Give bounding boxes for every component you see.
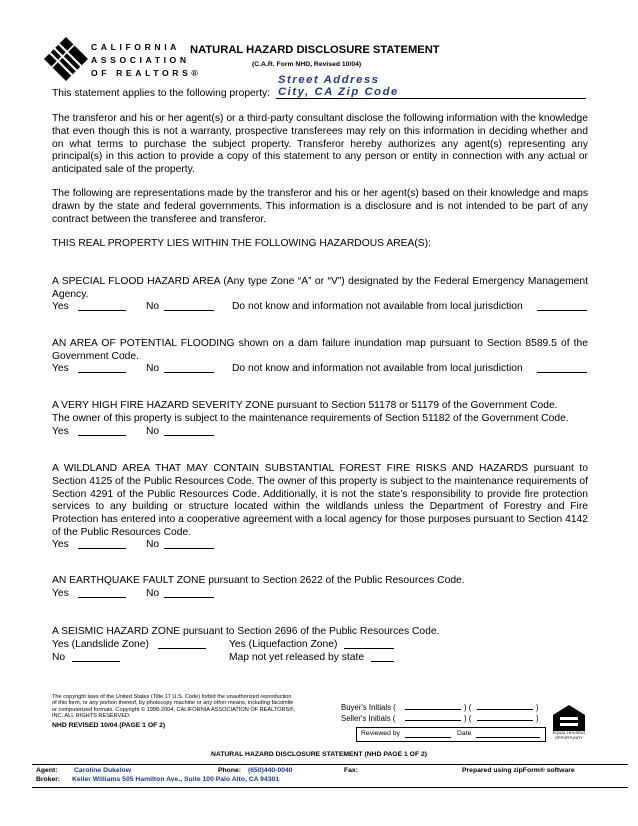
seismic-no-blank[interactable] [72,652,120,662]
earthquake-no-label: No [146,588,160,599]
earthquake-yes-label: Yes [52,588,69,599]
seismic-map-label: Map not yet released by state [229,652,365,663]
car-logo-icon [44,37,88,81]
wildland-no-label: No [146,539,160,550]
sellers-initials-blank-2[interactable] [477,713,533,721]
city-zip-field[interactable]: City, CA Zip Code [278,86,399,98]
agent-info-box [32,764,628,788]
disclosure-paragraph-2: The following are representations made by the transferor and his or her agent(s) based on their knowledge and maps drawn by the state and federal governments. This information is a disclosure and is not intended to be part of any contract between the transferee and transferor. [52,188,588,225]
wildland-text: A WILDLAND AREA THAT MAY CONTAIN SUBSTANTIAL FOREST FIRE RISKS AND HAZARDS pursuant to Section 4125 of the Public Resources Code. The owner of this property is subject to the maintenance requirements of Section 4291 of the Public Resources Code. Additionally, it is not the state’s responsibility to provide fire protection services to any building or structure located within the wildlands unless the Department of Forestry and Fire Protection has entered into a cooperative agreement with a local agency for those purposes pursuant to Section 4142 of the Public Resources Code. [52,463,588,538]
copyright-notice: The copyright laws of the United States (Title 17 U.S. Code) forbid the unauthorized reproduction of this form, or any portion thereof, by photocopy machine or any other means, including facsimile or computerized formats. Copyright © 1998-2004, CALIFORNIA ASSOCIATION OF REALTORS®, INC. ALL RIGHTS RESERVED. [52,694,295,720]
agent-phone: (650)440-0040 [248,767,293,774]
buyers-initials-close: ) [536,703,539,712]
reviewed-by-blank[interactable] [405,729,451,738]
sellers-initials-label: Seller's Initials ( [341,714,396,723]
seismic-liquefaction-blank[interactable] [344,639,394,649]
dam-dont-know-label: Do not know and information not available from local jurisdiction [232,363,523,374]
seismic-map-blank[interactable] [371,652,394,662]
dam-dont-know-blank[interactable] [537,363,587,373]
seismic-no-label: No [52,652,66,663]
footer-page-title: NATURAL HAZARD DISCLOSURE STATEMENT (NHD PAGE 1 OF 2) [210,751,428,758]
org-name-line3: OF REALTORS® [91,68,202,78]
disclosure-paragraph-1: The transferor and his or her agent(s) or a third-party consultant disclose the following information with the knowledge that even though this is not a warranty, prospective transferees may rely on this information in deciding whether and on what terms to purchase the subject property. Transferor hereby authorizes any agent(s) representing any principal(s) in this action to provide a copy of this statement to any person or entity in connection with any actual or anticipated sale of the property. [52,113,588,176]
form-revision: NHD REVISED 10/04 (PAGE 1 OF 2) [52,722,166,729]
form-subtitle: (C.A.R. Form NHD, Revised 10/04) [252,61,362,68]
phone-label: Phone: [218,767,242,774]
seismic-liquefaction-label: Yes (Liquefaction Zone) [229,639,338,650]
fire-yes-label: Yes [52,426,69,437]
dam-no-blank[interactable] [164,363,214,373]
flood-dont-know-blank[interactable] [537,301,587,311]
flood-no-blank[interactable] [164,301,214,311]
sellers-initials-close: ) [536,714,539,723]
dam-yes-label: Yes [52,363,69,374]
fire-yes-blank[interactable] [78,426,126,436]
buyers-initials-sep: ) ( [464,703,472,712]
org-name-line2: ASSOCIATION [91,55,190,65]
property-label: This statement applies to the following property: [52,88,271,99]
form-title: NATURAL HAZARD DISCLOSURE STATEMENT [190,44,440,56]
date-label: Date [457,730,472,737]
hazard-areas-heading: THIS REAL PROPERTY LIES WITHIN THE FOLLOWING HAZARDOUS AREA(S): [52,238,431,249]
earthquake-yes-blank[interactable] [78,588,126,598]
flood-yes-blank[interactable] [78,301,126,311]
buyers-initials-blank-2[interactable] [477,702,533,710]
buyers-initials-label: Buyer's Initials ( [341,703,396,712]
flood-no-label: No [146,301,160,312]
fire-no-label: No [146,426,160,437]
buyers-initials-blank-1[interactable] [405,702,461,710]
reviewed-by-label: Reviewed by [361,730,400,737]
flood-zone-text: A SPECIAL FLOOD HAZARD AREA (Any type Zone “A” or “V”) designated by the Federal Emergency Management Agency. [52,276,588,300]
broker-label: Broker: [36,776,61,783]
org-name-line1: CALIFORNIA [91,42,180,52]
dam-no-label: No [146,363,160,374]
earthquake-no-blank[interactable] [164,588,214,598]
date-blank[interactable] [476,729,540,738]
earthquake-zone-text: AN EARTHQUAKE FAULT ZONE pursuant to Section 2622 of the Public Resources Code. [52,575,465,586]
fire-zone-text-line2: The owner of this property is subject to the maintenance requirements of Section 51182 of the Government Code. [52,413,569,424]
prepared-using-text: Prepared using zipForm® software [462,767,575,774]
reviewed-by-box [356,727,546,742]
fire-no-blank[interactable] [164,426,214,436]
dam-flooding-text: AN AREA OF POTENTIAL FLOODING shown on a dam failure inundation map pursuant to Section 8589.5 of the Government Code. [52,338,588,362]
flood-yes-label: Yes [52,301,69,312]
seismic-zone-text: A SEISMIC HAZARD ZONE pursuant to Section 2696 of the Public Resources Code. [52,626,440,637]
flood-dont-know-label: Do not know and information not available from local jurisdiction [232,301,523,312]
property-underline [276,98,586,99]
dam-yes-blank[interactable] [78,363,126,373]
seismic-landslide-blank[interactable] [158,639,206,649]
equal-housing-text: EQUAL HOUSING OPPORTUNITY [552,730,586,740]
street-address-field[interactable]: Street Address [278,74,380,86]
wildland-no-blank[interactable] [164,539,214,549]
agent-label: Agent: [36,767,58,774]
wildland-yes-blank[interactable] [78,539,126,549]
agent-name: Caroline Dukelow [74,767,132,774]
sellers-initials-sep: ) ( [464,714,472,723]
fax-label: Fax: [344,767,358,774]
sellers-initials-blank-1[interactable] [405,713,461,721]
wildland-yes-label: Yes [52,539,69,550]
fire-zone-text-line1: A VERY HIGH FIRE HAZARD SEVERITY ZONE pursuant to Section 51178 or 51179 of the Government Code. [52,400,558,411]
broker-info: Keller Williams 505 Hamilton Ave., Suite 100 Palo Alto, CA 94301 [72,776,280,783]
seismic-landslide-label: Yes (Landslide Zone) [52,639,149,650]
